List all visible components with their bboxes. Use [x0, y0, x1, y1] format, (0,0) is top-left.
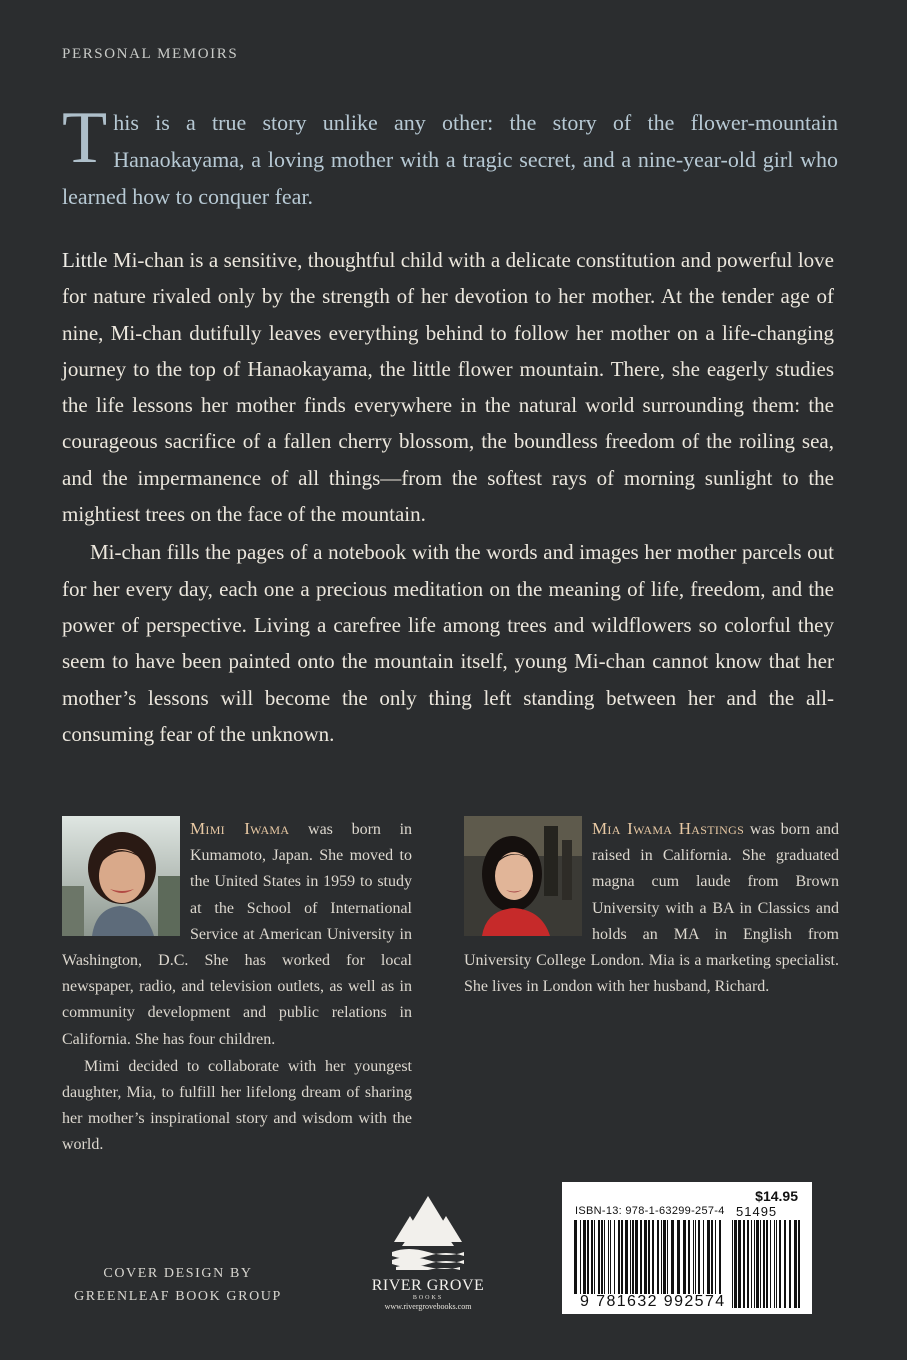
publisher-logo: [358, 1196, 498, 1311]
barcode-bar: [760, 1220, 761, 1308]
author-bio-mimi: [62, 816, 412, 1159]
barcode-bar: [707, 1220, 710, 1294]
barcode-bar: [683, 1220, 686, 1294]
barcode-bar: [738, 1220, 741, 1308]
barcode-bar: [794, 1220, 797, 1308]
barcode-bar: [635, 1220, 638, 1294]
author-photo-mimi: [62, 816, 180, 936]
barcode-bar: [608, 1220, 609, 1294]
barcode-bar: [784, 1220, 786, 1308]
barcode-bar: [614, 1220, 615, 1294]
barcode-bar: [604, 1220, 605, 1294]
author1-bio-paragraph-2: Mimi decided to collaborate with her youngest daughter, Mia, to fulfill her lifelong dream of sharing her mother’s inspirational story and wisdom with the world.: [62, 1057, 412, 1154]
barcode-bar: [630, 1220, 631, 1294]
barcode-bar: [715, 1220, 716, 1294]
author2-bio-text: was born and raised in California. She graduated magna cum laude from Brown University with a BA in Classics and holds an MA in English from University College London. Mia is a marketing specialist. She lives in London with her husband, Richard.: [464, 821, 839, 996]
intro-paragraph: [62, 97, 838, 215]
barcode-bar: [770, 1220, 771, 1308]
barcode-bar: [703, 1220, 704, 1294]
author1-bio-paragraph: [62, 816, 412, 1053]
category-label: PERSONAL MEMOIRS: [62, 46, 239, 62]
barcode-bar: [698, 1220, 700, 1294]
description-paragraph-2: Mi-chan fills the pages of a notebook with the words and images her mother parcels out for her every day, each one a precious meditation on the meaning of life, freedom, and the power of perspective. Living a carefree life among trees and wildflowers so colorful they seem to have been painted onto the mountain itself, young Mi-chan cannot know that her mother’s lessons will become the only thing left standing between her and the all-consuming fear of the unknown.: [62, 540, 834, 746]
author1-bio-text: was born in Kumamoto, Japan. She moved to the United States in 1959 to study at the School of International Service at American University in Washington, D.C. She has worked for local newspaper, radio, and television outlets, as well as in community development and public relations in California. She has four children.: [62, 821, 413, 1048]
barcode-bar: [671, 1220, 674, 1294]
price-label: $14.95: [755, 1188, 798, 1204]
intro-text: his is a true story unlike any other: the story of the flower-mountain Hanaokayama, a loving mother with a tragic secret, and a nine-year-old girl who learned how to conquer fear.: [62, 110, 838, 209]
barcode-bar: [747, 1220, 749, 1308]
barcode-bar: [779, 1220, 781, 1308]
barcode-bar: [766, 1220, 768, 1308]
barcode-bar: [661, 1220, 662, 1294]
barcode-bar: [732, 1220, 733, 1308]
isbn-label: ISBN-13: 978-1-63299-257-4: [575, 1205, 725, 1217]
barcode-bar: [618, 1220, 620, 1294]
author-photo-mia: [464, 816, 582, 936]
barcode-bar: [632, 1220, 634, 1294]
barcode-bar: [789, 1220, 791, 1308]
barcode-bar: [587, 1220, 589, 1294]
barcode-bar: [743, 1220, 745, 1308]
barcode-box: [562, 1182, 812, 1314]
barcode-bar: [798, 1220, 800, 1308]
price-barcode-digits: 51495: [736, 1204, 778, 1219]
barcode-bar: [734, 1220, 737, 1308]
barcode-bar: [594, 1220, 595, 1294]
author2-name: Mia Iwama Hastings: [592, 819, 745, 838]
barcode-bar: [695, 1220, 696, 1294]
barcode-bar: [719, 1220, 721, 1294]
publisher-name: RIVER GROVE: [371, 1277, 485, 1294]
barcode-bar: [663, 1220, 666, 1294]
barcode-bar: [644, 1220, 647, 1294]
author1-name: Mimi Iwama: [190, 819, 290, 838]
barcode-bar: [751, 1220, 752, 1308]
ean-digits: 9 781632 992574: [580, 1293, 726, 1310]
barcode-bar: [583, 1220, 586, 1294]
barcode-bar: [621, 1220, 623, 1294]
price-barcode: [732, 1220, 800, 1308]
barcode-bar: [774, 1220, 775, 1308]
barcode-bar: [756, 1220, 759, 1308]
barcode-bar: [591, 1220, 593, 1294]
barcode-bar: [652, 1220, 654, 1294]
barcode-bar: [657, 1220, 659, 1294]
barcode-bar: [640, 1220, 642, 1294]
publisher-url: www.rivergrovebooks.com: [384, 1302, 472, 1311]
author-bio-mia: [464, 816, 839, 1000]
barcode-bar: [711, 1220, 713, 1294]
barcode-bar: [598, 1220, 600, 1294]
barcode-bar: [625, 1220, 628, 1294]
publisher-sub: BOOKS: [412, 1295, 444, 1301]
barcode-bar: [610, 1220, 611, 1294]
credit-line-1: COVER DESIGN BY: [103, 1266, 253, 1281]
barcode-bar: [648, 1220, 650, 1294]
book-description: [62, 242, 834, 752]
barcode-bar: [677, 1220, 680, 1294]
barcode-bar: [688, 1220, 690, 1294]
tree-logo-icon: [388, 1196, 468, 1270]
barcode-bar: [763, 1220, 765, 1308]
author2-bio-paragraph: [464, 816, 839, 1000]
drop-cap: T: [62, 97, 108, 179]
barcode-bar: [776, 1220, 777, 1308]
description-lead-word: Little: [62, 248, 108, 272]
description-paragraph-1: [62, 242, 834, 532]
barcode-bar: [574, 1220, 577, 1294]
barcode-bar: [601, 1220, 603, 1294]
ean-barcode: [574, 1220, 724, 1294]
barcode-bar: [754, 1220, 755, 1308]
barcode-bar: [580, 1220, 581, 1294]
description-p1-text: Mi-chan is a sensitive, thoughtful child with a delicate constitution and powerful love for nature rivaled only by the strength of her devotion to her mother. At the tender age of nine, Mi-chan dutifully leaves everything behind to follow her mother on a life-changing journey to the top of Hanaokayama, the little flower mountain. There, she eagerly studies the life lessons her mother finds everywhere in the natural world surrounding them: the courageous sacrifice of a fallen cherry blossom, the boundless freedom of the roiling sea, and the impermanence of all things—from the softest rays of morning sunlight to the mightiest trees on the face of the mountain.: [62, 248, 834, 527]
credit-line-2: GREENLEAF BOOK GROUP: [74, 1289, 282, 1304]
cover-design-credit: [62, 1262, 294, 1308]
barcode-bar: [667, 1220, 668, 1294]
barcode-bar: [693, 1220, 694, 1294]
